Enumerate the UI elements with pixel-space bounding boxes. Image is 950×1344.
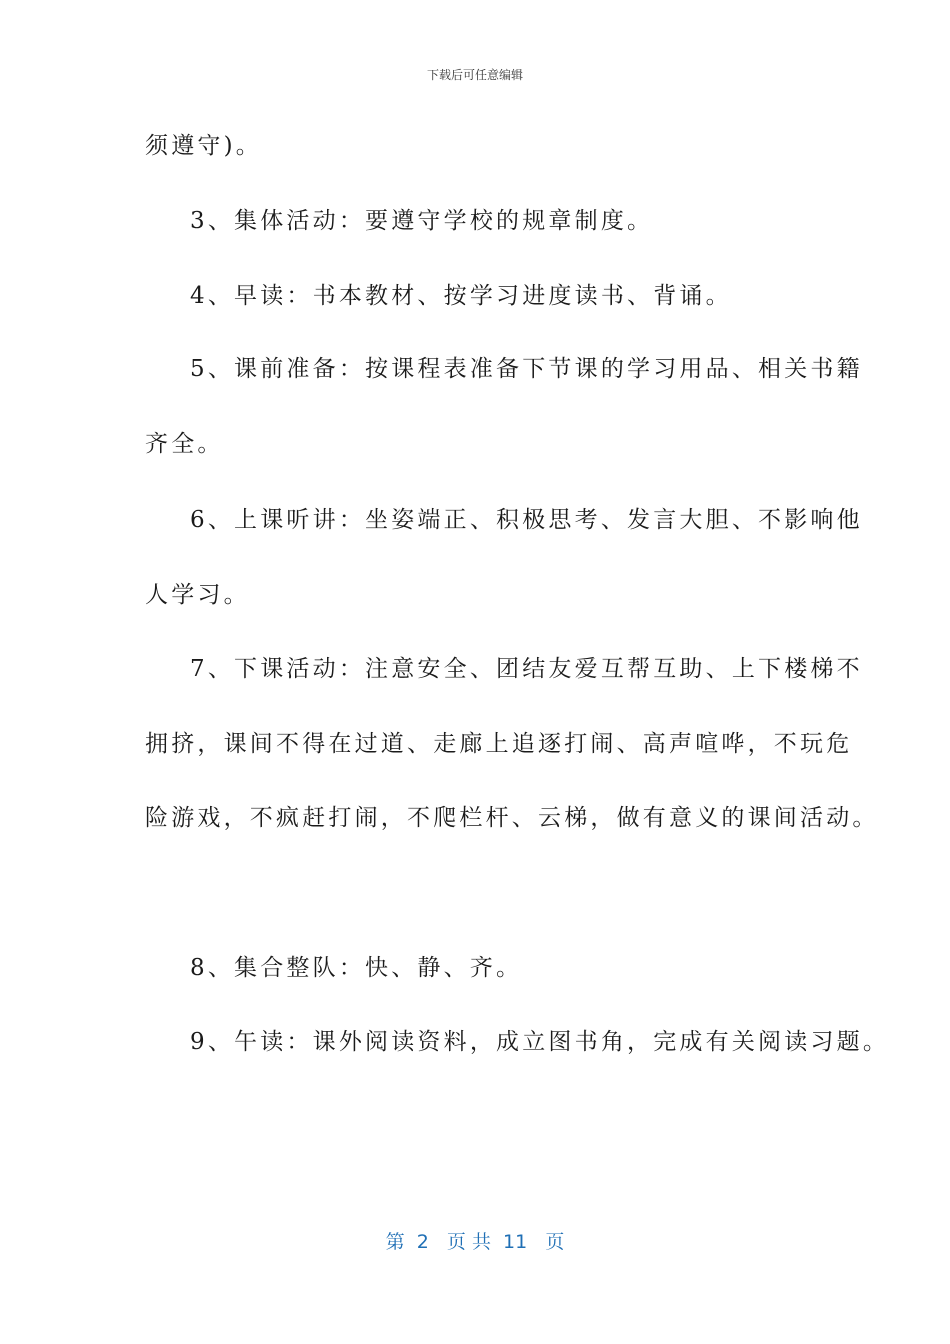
page-header-note: 下载后可任意编辑 bbox=[426, 68, 523, 82]
paragraph-line: 8、集合整队：快、静、齐。 bbox=[190, 955, 523, 981]
page-number-footer: 第 2 页 共 11 页 bbox=[385, 1231, 565, 1253]
paragraph-line: 险游戏，不疯赶打闹，不爬栏杆、云梯，做有意义的课间活动。 bbox=[145, 805, 879, 831]
paragraph-line: 5、课前准备：按课程表准备下节课的学习用品、相关书籍 bbox=[190, 356, 863, 382]
paragraph-line: 须遵守)。 bbox=[145, 133, 262, 159]
paragraph-line: 人学习。 bbox=[145, 582, 250, 608]
paragraph-line: 拥挤，课间不得在过道、走廊上追逐打闹、高声喧哗，不玩危 bbox=[145, 731, 853, 757]
paragraph-line: 齐全。 bbox=[145, 431, 224, 457]
paragraph-line: 6、上课听讲：坐姿端正、积极思考、发言大胆、不影响他 bbox=[190, 507, 863, 533]
paragraph-line: 4、早读：书本教材、按学习进度读书、背诵。 bbox=[190, 283, 732, 309]
paragraph-line: 7、下课活动：注意安全、团结友爱互帮互助、上下楼梯不 bbox=[190, 656, 863, 682]
paragraph-line: 9、午读：课外阅读资料，成立图书角，完成有关阅读习题。 bbox=[190, 1029, 890, 1055]
paragraph-line: 3、集体活动：要遵守学校的规章制度。 bbox=[190, 208, 654, 234]
